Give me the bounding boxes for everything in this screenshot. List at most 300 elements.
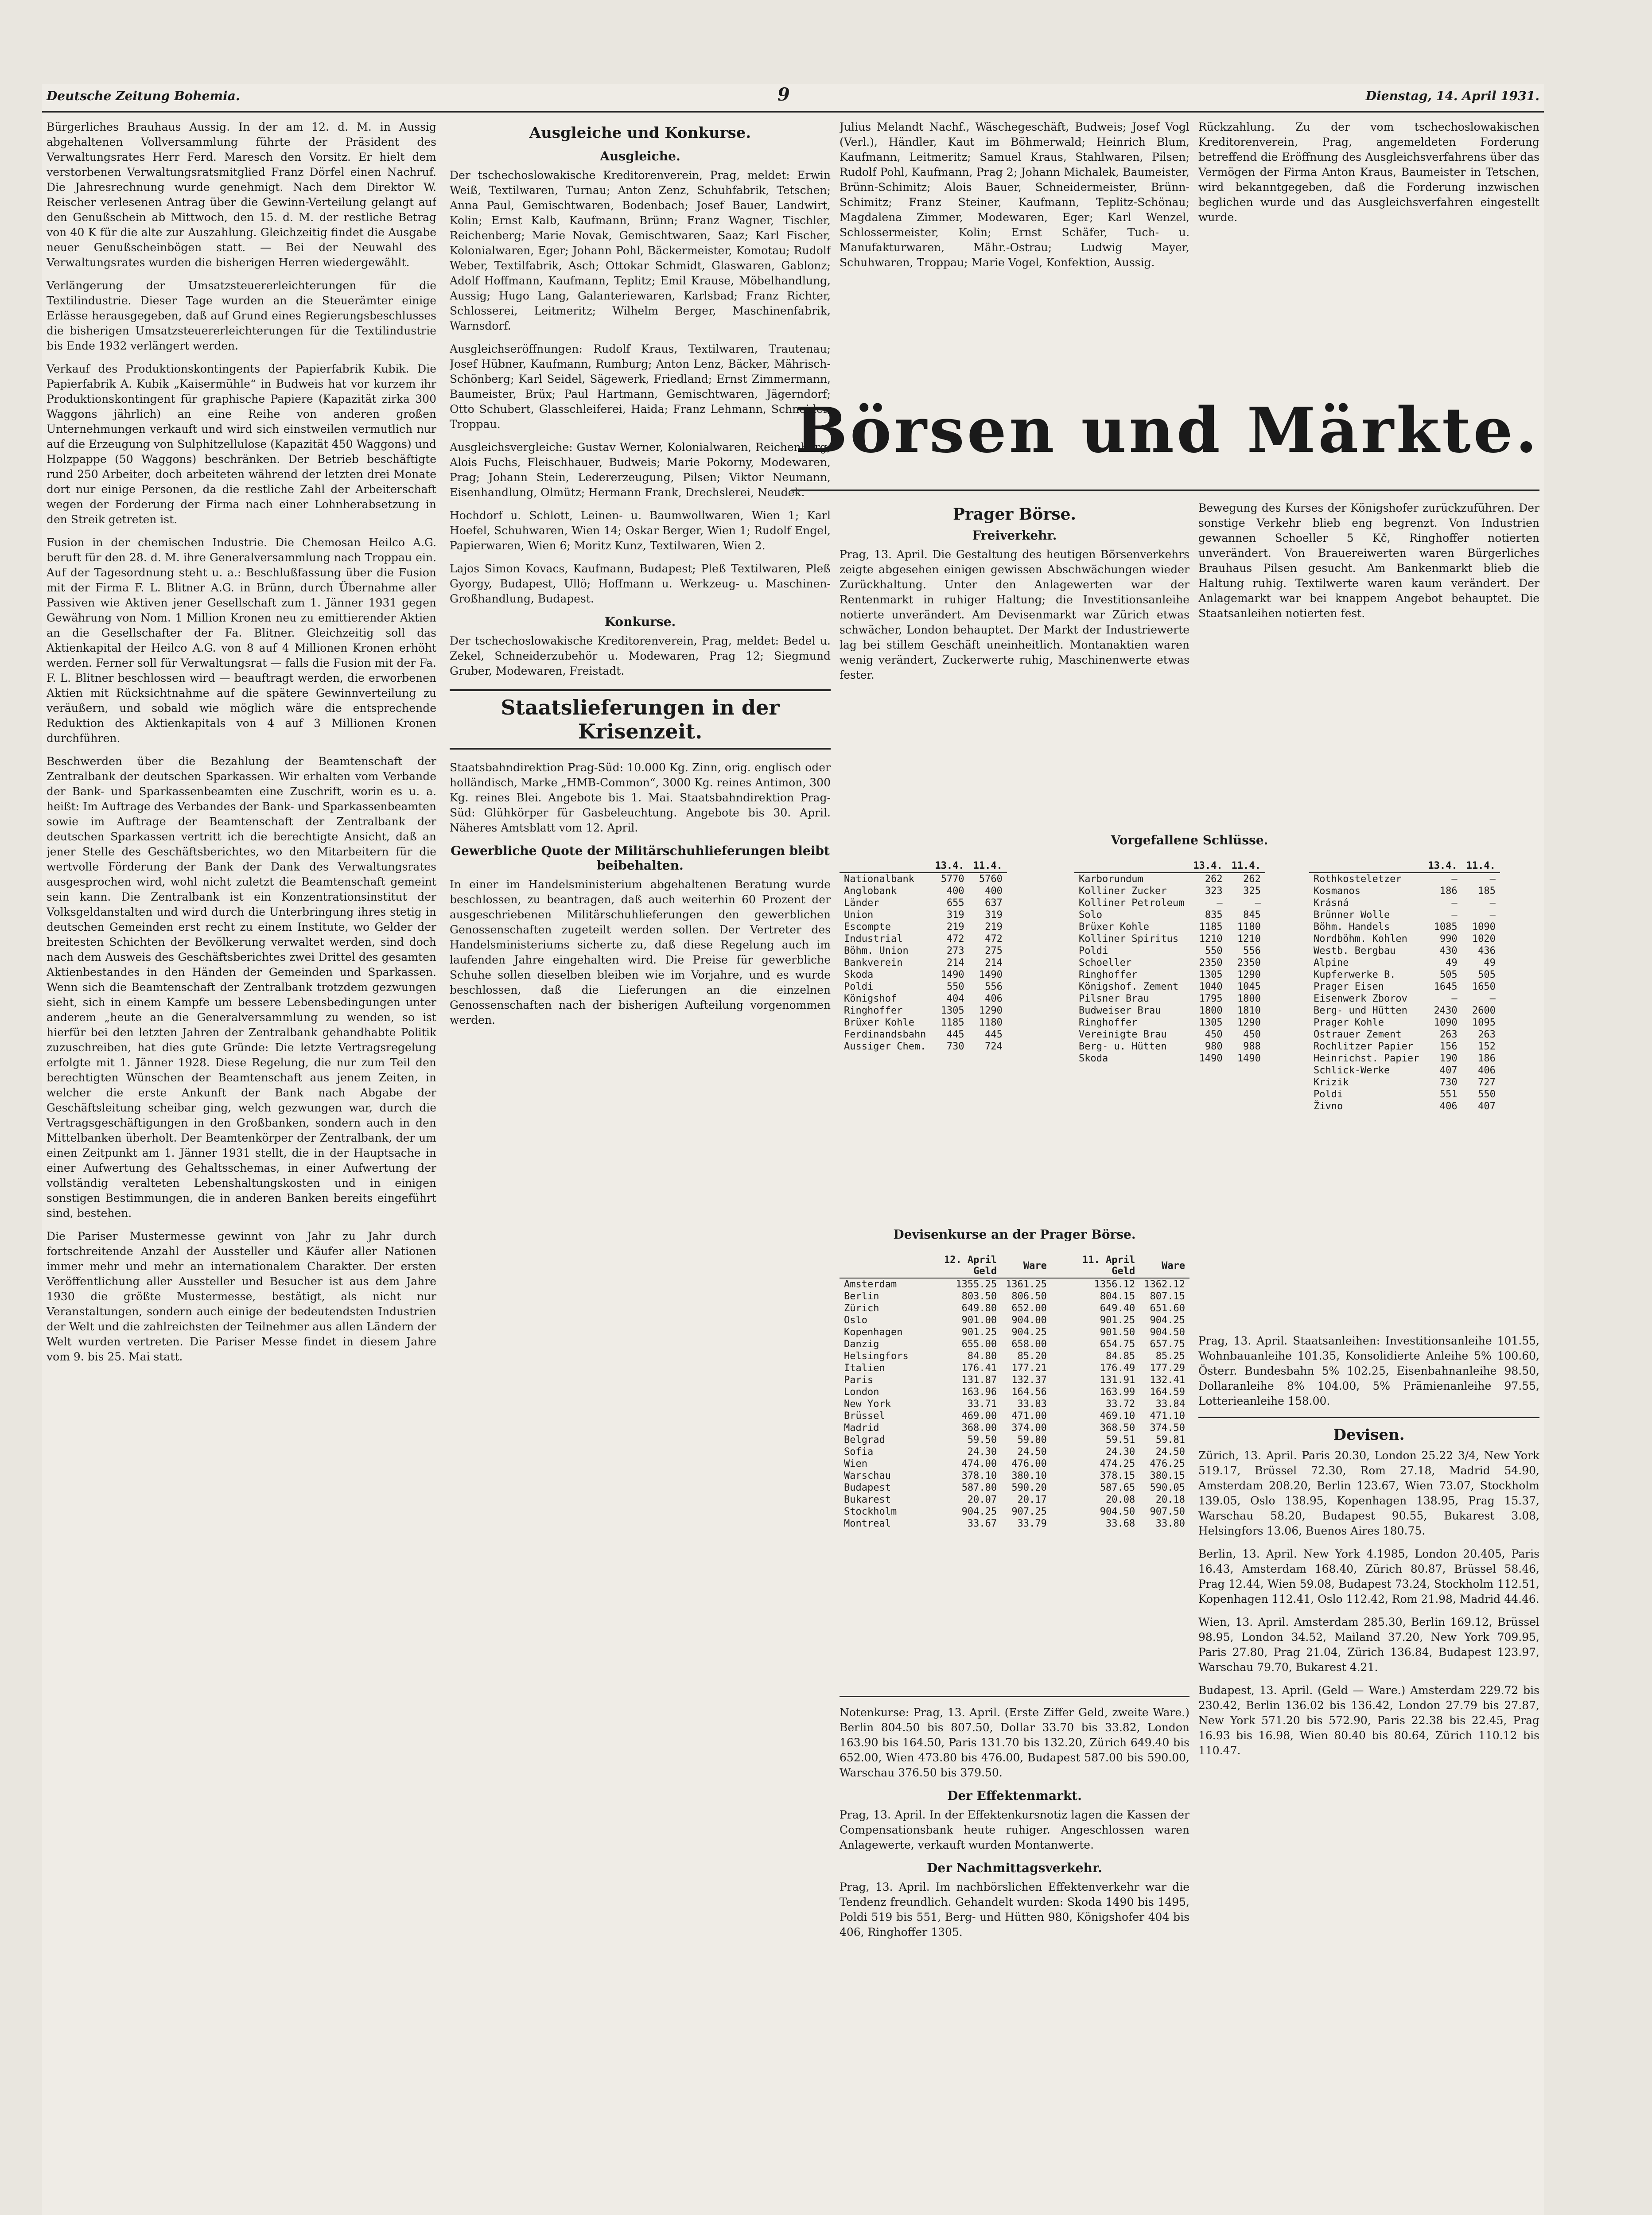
article: Der tschechoslowakische Kreditorenverein, Prag, meldet: Bedel u. Zekel, Schneiderzubehör u. Modewaren, Prag 12; Siegmund Gruber, Modewaren, Freistadt. [450, 634, 831, 677]
currency-table [840, 1254, 1189, 1530]
table-cell: 400 [985, 886, 1003, 897]
table-cell: 590.20 [1011, 1482, 1047, 1493]
subsection-title: Devisenkurse an der Prager Börse. [893, 1227, 1136, 1242]
table-cell: 1795 [1199, 993, 1223, 1004]
table-cell: 450 [1243, 1029, 1261, 1040]
table-row [1074, 1017, 1265, 1029]
table-cell: 637 [985, 898, 1003, 909]
table-row [1309, 945, 1500, 957]
table-row [840, 1374, 1189, 1386]
table-cell: 163.99 [1100, 1387, 1135, 1398]
table-cell: — [1489, 909, 1496, 921]
table-cell: 990 [1439, 933, 1458, 944]
table-cell: 20.07 [967, 1494, 997, 1505]
table-cell: 325 [1243, 886, 1261, 897]
table-cell: 807.15 [1150, 1291, 1185, 1302]
table-cell: Länder [844, 898, 879, 909]
table-row [1309, 1017, 1500, 1029]
article: Verlängerung der Umsatzsteuererleichterungen für die Textilindustrie. Dieser Tage wurden an die Steuerämter einige Erlässe herausgegeben, daß auf Grund eines Regierungsbeschlusses die bisherigen Umsatzsteuererleichterungen für die Textilindustrie bis Ende 1932 verlängert werden. [47, 279, 436, 352]
table-cell: Madrid [844, 1422, 879, 1434]
table-cell: 730 [1439, 1077, 1458, 1088]
table-cell: Aussiger Chem. [844, 1041, 926, 1052]
table-cell: 132.41 [1150, 1375, 1185, 1386]
table-cell: 1095 [1472, 1017, 1496, 1028]
table-cell: 2430 [1434, 1005, 1458, 1016]
table-row [840, 945, 1007, 957]
table-cell: 430 [1439, 945, 1458, 956]
table-cell: 5770 [941, 874, 964, 885]
column-1 [47, 120, 436, 2215]
table-cell: Berg- und Hütten [1314, 1005, 1407, 1016]
table-cell: 407 [1439, 1065, 1458, 1076]
table-row [1074, 933, 1265, 945]
table-cell: Italien [844, 1363, 885, 1374]
table-row [840, 1017, 1007, 1029]
table-cell: — [1489, 993, 1496, 1004]
article: Bürgerliches Brauhaus Aussig. In der am 12. d. M. in Aussig abgehaltenen Vollversammlung führte der Präsident des Verwaltungsrates Herr Ferd. Maresch den Vorsitz. Er hielt dem verstorbenen Verwaltungsratsmitglied Franz Dörfel einen Nachruf. Die Jahresrechnung wurde genehmigt. Nach dem Direktor W. Reischer verlesenen Antrag über die Gewinn-Verteilung gelangt auf den Genußschein ab Mittwoch, den 15. d. M. der restliche Betrag von 40 K für die alte zur Auszahlung. Gleichzeitig findet die Ausgabe neuer Genußscheinbögen statt. — Bei der Neuwahl des Verwaltungsrates wurden die bisherigen Herren wiedergewählt. [47, 120, 436, 269]
table-row [1309, 897, 1500, 909]
table-cell: Böhm. Union [844, 945, 909, 956]
table-cell: New York [844, 1399, 891, 1410]
table-cell: Poldi [1314, 1089, 1343, 1100]
subsection-title: Devisen. [1333, 1426, 1405, 1444]
table-cell: 2600 [1472, 1005, 1496, 1016]
column-header [1309, 859, 1423, 873]
table-cell: 24.30 [1106, 1446, 1135, 1457]
table-cell: 1180 [1237, 921, 1261, 933]
table-cell: 904.25 [961, 1506, 997, 1517]
table-cell: 131.87 [961, 1375, 997, 1386]
table-cell: — [1489, 898, 1496, 909]
table-cell: 724 [985, 1041, 1003, 1052]
table-row [840, 1005, 1007, 1017]
table-row [840, 1386, 1189, 1398]
table-cell: Budweiser Brau [1079, 1005, 1161, 1016]
article: Staatsbahndirektion Prag-Süd: 10.000 Kg. Zinn, orig. englisch oder holländisch, Marke „HMB-Common“, 3000 Kg. reines Antimon, 300 Kg. reines Blei. Angebote bis 1. Mai. Staatsbahndirektion Prag-Süd: Glühkörper für Gasbeleuchtung. Angebote bis 30. April. Näheres Amtsblatt vom 12. April. [450, 761, 831, 834]
table-row [840, 873, 1007, 885]
table-cell: Kosmanos [1314, 886, 1360, 897]
table-cell: 185 [1478, 886, 1496, 897]
table-cell: Westb. Bergbau [1314, 945, 1396, 956]
table-cell: Poldi [844, 981, 874, 992]
table-cell: 471.00 [1011, 1411, 1047, 1422]
table-cell: 214 [985, 957, 1003, 968]
table-cell: — [1489, 874, 1496, 885]
table-cell: 132.37 [1011, 1375, 1047, 1386]
issue-date: Dienstag, 14. April 1931. [1365, 89, 1539, 103]
table-cell: London [844, 1387, 879, 1398]
table-cell: 651.60 [1150, 1303, 1185, 1314]
table-row [1309, 1053, 1500, 1065]
table-cell: 33.71 [967, 1399, 997, 1410]
table-cell: 49 [1484, 957, 1496, 968]
table-cell: 1040 [1199, 981, 1223, 992]
table-cell: 2350 [1237, 957, 1261, 968]
table-cell: 380.15 [1150, 1470, 1185, 1481]
column-header: 13.4. [1423, 859, 1462, 873]
column-header: 13.4. [930, 859, 968, 873]
table-row [1309, 933, 1500, 945]
table-cell: 587.80 [961, 1482, 997, 1493]
article: Fusion in der chemischen Industrie. Die Chemosan Heilco A.G. beruft für den 28. d. M. ihre Generalversammlung nach Troppau ein. Auf der Tagesordnung steht u. a.: Beschlußfassung über die Fusion mit der Firma F. L. Blitner A.G. in Brünn, durch Übernahme aller Passiven wie Aktiven jener Gesellschaft zum 1. Jänner 1931 gegen Gewährung von Nom. 1 Million Kronen neu zu emittierender Aktien an die Gesellschafter der Fa. Blitner. Gleichzeitig soll das Aktienkapital der Heilco A.G. von 8 auf 4 Millionen Kronen erhöht werden. Ferner soll für Verwaltungsrat — falls die Fusion mit der Fa. F. L. Blitner beschlossen wird — beauftragt werden, die erworbenen Aktien mit Rücksichtnahme auf die spätere Gewinnverteilung zu veräußern, und sobald wie möglich wäre die entsprechende Reduktion des Aktienkapitals von 4 auf 3 Millionen Kronen durchführen. [47, 536, 436, 745]
article: Julius Melandt Nachf., Wäschegeschäft, Budweis; Josef Vogl (Verl.), Händler, Kaut im Böhmerwald; Heinrich Blum, Kaufmann, Leitmeritz; Samuel Kraus, Stahlwaren, Pilsen; Rudolf Pohl, Kaufmann, Prag 2; Johann Michalek, Baumeister, Brünn-Schimitz; Alois Bauer, Schneidermeister, Brünn-Schimitz; Franz Steiner, Kaufmann, Teplitz-Schönau; Magdalena Zimmer, Modewaren, Eger; Karl Wenzel, Schlossermeister, Kolin; Ernst Schäfer, Tuch- u. Manufakturwaren, Mähr.-Ostrau; Ludwig Mayer, Schuhwaren, Troppau; Marie Vogel, Konfektion, Aussig. [840, 120, 1189, 269]
table-cell: 1085 [1434, 921, 1458, 933]
column-header [1074, 859, 1189, 873]
table-cell: 263 [1478, 1029, 1496, 1040]
table-cell: 658.00 [1011, 1339, 1047, 1350]
table-cell: 84.80 [967, 1351, 997, 1362]
table-cell: — [1451, 874, 1458, 885]
table-cell: 186 [1439, 886, 1458, 897]
table-cell: 176.49 [1100, 1363, 1135, 1374]
table-row [1074, 993, 1265, 1005]
masthead: Deutsche Zeitung Bohemia. [47, 89, 240, 103]
subsection-title: Der Nachmittagsverkehr. [927, 1861, 1102, 1875]
table-row [1074, 885, 1265, 897]
table-row [1309, 1029, 1500, 1041]
table-row [840, 1410, 1189, 1422]
table-cell: 177.29 [1150, 1363, 1185, 1374]
table-cell: 436 [1478, 945, 1496, 956]
table-cell: 49 [1446, 957, 1458, 968]
schluss-table-2 [1074, 859, 1305, 1065]
table-row [1074, 909, 1265, 921]
table-cell: 980 [1205, 1041, 1223, 1052]
table-cell: Krizik [1314, 1077, 1349, 1088]
table-cell: Brüssel [844, 1411, 885, 1422]
table-cell: — [1255, 898, 1261, 909]
table-cell: Pilsner Brau [1079, 993, 1149, 1004]
markets-right [1198, 501, 1539, 820]
table-cell: 901.00 [961, 1315, 997, 1326]
table-cell: 901.25 [961, 1327, 997, 1338]
table-cell: 1490 [1237, 1053, 1261, 1064]
table-cell: Industrial [844, 933, 903, 944]
table-row [1309, 1041, 1500, 1053]
devisen-header [840, 1223, 1189, 1249]
table-cell: 1355.25 [956, 1279, 997, 1290]
table-cell: Stockholm [844, 1506, 897, 1517]
table-row [1074, 957, 1265, 969]
table-cell: Zürich [844, 1303, 879, 1314]
table-cell: 59.80 [1017, 1434, 1047, 1446]
table-row [840, 897, 1007, 909]
table-cell: 649.40 [1100, 1303, 1135, 1314]
article: Bewegung des Kurses der Königshofer zurückzuführen. Der sonstige Verkehr blieb eng begrenzt. Von Industrien gewannen Schoeller 5 Kč, Ringhoffer notierten unverändert. Von Brauereiwerten waren Bürgerliches Brauhaus Pilsen gesucht. Am Bankenmarkt blieb die Haltung ruhig. Textilwerte waren kaum verändert. Der Anlagemarkt war bei knappem Angebot behauptet. Die Staatsanleihen notierten fest. [1198, 501, 1539, 620]
column-header: 11.4. [969, 859, 1007, 873]
table-cell: 904.50 [1150, 1327, 1185, 1338]
table-row [1074, 1041, 1265, 1053]
table-cell: 803.50 [961, 1291, 997, 1302]
table-row [840, 921, 1007, 933]
article: Der tschechoslowakische Kreditorenverein, Prag, meldet: Erwin Weiß, Textilwaren, Turnau; Anton Zenz, Schuhfabrik, Tetschen; Anna Paul, Gemischtwaren, Bodenbach; Josef Bauer, Landwirt, Kolin; Ernst Kalb, Kaufmann, Brünn; Franz Wagner, Tischler, Reichenberg; Marie Novak, Gemischtwaren, Saaz; Karl Fischer, Kolonialwaren, Eger; Johann Pohl, Bäckermeister, Komotau; Rudolf Weber, Textilfabrik, Asch; Ottokar Schmidt, Glaswaren, Gablonz; Adolf Hoffmann, Kaufmann, Teplitz; Emil Krause, Möbelhandlung, Aussig; Hugo Lang, Galanteriewaren, Karlsbad; Franz Richter, Schlosserei, Leitmeritz; Wilhelm Berger, Maschinenfabrik, Warnsdorf. [450, 169, 831, 332]
table-cell: 474.25 [1100, 1458, 1135, 1469]
article: In einer im Handelsministerium abgehaltenen Beratung wurde beschlossen, zu beantragen, daß auch weiterhin 60 Prozent der ausgeschriebenen Militärschuhlieferungen den gewerblichen Genossenschaften zugeteilt werden sollen. Der Vertreter des Handelsministeriums sicherte zu, daß diese Regelung auch im laufenden Jahre eingehalten wird. Die Preise für gewerbliche Schuhe sollen dieselben bleiben wie im Vorjahre, und es wurde beschlossen, daß die Lieferungen an die einzelnen Genossenschaften nach der bisherigen Aufteilung vorgenommen werden. [450, 878, 831, 1026]
table-cell: 556 [985, 981, 1003, 992]
table-cell: 380.10 [1011, 1470, 1047, 1481]
table-cell: 907.25 [1011, 1506, 1047, 1517]
table-row [840, 1302, 1189, 1314]
table-cell: 904.25 [1011, 1327, 1047, 1338]
table-cell: 262 [1205, 874, 1223, 885]
markets-lower-right [1198, 1333, 1539, 2215]
table-cell: 59.50 [967, 1434, 997, 1446]
column-header [840, 1254, 913, 1278]
article: Lajos Simon Kovacs, Kaufmann, Budapest; Pleß Textilwaren, Pleß Gyorgy, Budapest, Ullö; Hoffmann u. Werkzeug- u. Maschinen-Großhandlung, Budapest. [450, 562, 831, 605]
table-cell: 85.20 [1017, 1351, 1047, 1362]
table-row [840, 1518, 1189, 1530]
table-cell: Kupferwerke B. [1314, 969, 1396, 980]
table-cell: Berlin [844, 1291, 879, 1302]
table-cell: Eisenwerk Zborov [1314, 993, 1407, 1004]
table-cell: 655 [946, 898, 964, 909]
article: Verkauf des Produktionskontingents der Papierfabrik Kubik. Die Papierfabrik A. Kubik „Kaisermühle“ in Budweis hat vor kurzem ihr Produktionskontingent für graphische Papiere (Kapazität zirka 300 Waggons jährlich) an eine Reihe von anderen großen Unternehmungen verkauft und wird sich einstweilen vermutlich nur auf die Erzeugung von Sulphitzellulose (Kapazität 450 Waggons) und Holzpappe (50 Waggons) beschränken. Der Betrieb beschäftigte rund 250 Arbeiter, doch arbeiteten während der letzten drei Monate dort nur einige Personen, da die restliche Zahl der Arbeiterschaft wegen der Forderung der Firma nach einer Lohnherabsetzung in den Streik getreten ist. [47, 362, 436, 526]
markets-left [840, 501, 1189, 820]
table-cell: 407 [1478, 1101, 1496, 1112]
table-cell: Schlick-Werke [1314, 1065, 1390, 1076]
table-cell: — [1451, 993, 1458, 1004]
table-cell: 262 [1243, 874, 1261, 885]
table-row [840, 1494, 1189, 1506]
table-row [1074, 1053, 1265, 1065]
table-row [1309, 1065, 1500, 1076]
article: Die Pariser Mustermesse gewinnt von Jahr zu Jahr durch fortschreitende Anzahl der Aussteller und Käufer aller Nationen immer mehr und mehr an internationalem Charakter. Der ersten Veröffentlichung aller Aussteller und Besucher ist aus dem Jahre 1930 die größte Mustermesse, bestätigt, als nicht nur Veranstaltungen, sondern auch einige der bedeutendsten Industrien der Welt und die zahlreichsten der Teilnehmer aus allen Ländern der Welt wurden vertreten. Die Pariser Messe findet in diesem Jahre vom 9. bis 25. Mai statt. [47, 1230, 436, 1363]
table-cell: 556 [1243, 945, 1261, 956]
table-cell: 24.30 [967, 1446, 997, 1457]
table-cell: 59.51 [1106, 1434, 1135, 1446]
table-row [840, 1506, 1189, 1518]
table-cell: Solo [1079, 909, 1102, 921]
table-cell: Schoeller [1079, 957, 1132, 968]
table-cell: 904.00 [1011, 1315, 1047, 1326]
table-cell: Prager Kohle [1314, 1017, 1384, 1028]
column-header: 11. April Geld [1051, 1254, 1139, 1278]
table-cell: 445 [946, 1029, 964, 1040]
table-cell: Skoda [1079, 1053, 1108, 1064]
page-number: 9 [777, 84, 790, 105]
table-row [840, 969, 1007, 981]
table-cell: 845 [1243, 909, 1261, 921]
table-row [1309, 1005, 1500, 1017]
table-cell: Budapest [844, 1482, 891, 1493]
table-cell: 1362.12 [1144, 1279, 1185, 1290]
table-cell: Kolliner Zucker [1079, 886, 1167, 897]
table-cell: Danzig [844, 1339, 879, 1350]
table-cell: Ringhoffer [1079, 1017, 1138, 1028]
table-cell: 901.25 [1100, 1315, 1135, 1326]
table-cell: Kolliner Spiritus [1079, 933, 1179, 944]
table-cell: 835 [1205, 909, 1223, 921]
subsection-title: Gewerbliche Quote der Militärschuhlieferungen bleibt beibehalten. [451, 843, 830, 873]
table-row [1309, 1088, 1500, 1100]
table-cell: 374.50 [1150, 1422, 1185, 1434]
subsection-title: Freiverkehr. [972, 528, 1057, 543]
table-cell: 1290 [979, 1005, 1003, 1016]
table-row [1074, 945, 1265, 957]
table-row [840, 1362, 1189, 1374]
table-cell: 505 [1439, 969, 1458, 980]
table-cell: 1210 [1199, 933, 1223, 944]
table-cell: 406 [1478, 1065, 1496, 1076]
column-header: Ware [1001, 1254, 1051, 1278]
table-row [1309, 921, 1500, 933]
table-row [840, 1278, 1189, 1290]
table-cell: Živno [1314, 1101, 1343, 1112]
table-cell: 904.50 [1100, 1506, 1135, 1517]
table-row [840, 1470, 1189, 1482]
table-cell: 163.96 [961, 1387, 997, 1398]
column-header: Ware [1139, 1254, 1189, 1278]
table-cell: 1305 [1199, 1017, 1223, 1028]
table-cell: 319 [985, 909, 1003, 921]
table-cell: 156 [1439, 1041, 1458, 1052]
schluesse-header [840, 828, 1539, 855]
table-row [840, 1398, 1189, 1410]
table-cell: 190 [1439, 1053, 1458, 1064]
table-cell: 33.84 [1155, 1399, 1185, 1410]
table-cell: 164.59 [1150, 1387, 1185, 1398]
table-cell: 33.80 [1155, 1518, 1185, 1529]
table-cell: 275 [985, 945, 1003, 956]
table-cell: Heinrichst. Papier [1314, 1053, 1419, 1064]
table-row [1074, 969, 1265, 981]
table-cell: 471.10 [1150, 1411, 1185, 1422]
table-cell: Ostrauer Zement [1314, 1029, 1402, 1040]
table-cell: 730 [946, 1041, 964, 1052]
table-cell: Skoda [844, 969, 874, 980]
section-title-staatslieferungen: Staatslieferungen in der Krisenzeit. [450, 689, 831, 750]
table-cell: Berg- u. Hütten [1079, 1041, 1167, 1052]
table-cell: Escompte [844, 921, 891, 933]
markets-title: Börsen und Märkte. [795, 394, 1540, 467]
table-row [1309, 969, 1500, 981]
table-cell: 1090 [1434, 1017, 1458, 1028]
table-cell: Alpine [1314, 957, 1349, 968]
table-cell: Rothkosteletzer [1314, 874, 1402, 885]
table-cell: 657.75 [1150, 1339, 1185, 1350]
column-header: 12. April Geld [913, 1254, 1001, 1278]
table-cell: 1361.25 [1006, 1279, 1047, 1290]
table-row [1074, 1029, 1265, 1041]
table-cell: 1490 [979, 969, 1003, 980]
table-row [840, 1446, 1189, 1458]
table-cell: 1800 [1199, 1005, 1223, 1016]
table-cell: Karborundum [1079, 874, 1143, 885]
table-row [840, 1482, 1189, 1494]
table-cell: 901.50 [1100, 1327, 1135, 1338]
column-header: 13.4. [1189, 859, 1227, 873]
table-row [1309, 957, 1500, 969]
table-cell: 5760 [979, 874, 1003, 885]
table-cell: Brünner Wolle [1314, 909, 1390, 921]
table-cell: 59.81 [1155, 1434, 1185, 1446]
table-row [1309, 909, 1500, 921]
table-cell: Montreal [844, 1518, 891, 1529]
quotes-table [840, 859, 1007, 1053]
table-cell: 904.25 [1150, 1315, 1185, 1326]
table-cell: 550 [1478, 1089, 1496, 1100]
divider [840, 1696, 1189, 1697]
article: Prag, 13. April. In der Effektenkursnotiz lagen die Kassen der Compensationsbank heute ruhiger. Angeschlossen waren Anlagewerte, verkauft wurden Montanwerte. [840, 1808, 1189, 1851]
table-cell: Kopenhagen [844, 1327, 903, 1338]
table-cell: Warschau [844, 1470, 891, 1481]
table-cell: 806.50 [1011, 1291, 1047, 1302]
table-row [840, 909, 1007, 921]
column-header: 11.4. [1462, 859, 1500, 873]
table-row [840, 1041, 1007, 1053]
article: Prag, 13. April. Im nachbörslichen Effektenverkehr war die Tendenz freundlich. Gehandelt wurden: Skoda 1490 bis 1495, Poldi 519 bis 551, Berg- und Hütten 980, Königshofer 404 bis 406, Ringhoffer 1305. [840, 1881, 1189, 1939]
subsection-title: Vorgefallene Schlüsse. [1111, 833, 1268, 847]
table-cell: 20.08 [1106, 1494, 1135, 1505]
table-row [840, 957, 1007, 969]
table-cell: 1650 [1472, 981, 1496, 992]
table-row [840, 1029, 1007, 1041]
table-cell: Ringhoffer [844, 1005, 903, 1016]
divider [791, 490, 1539, 491]
article: Beschwerden über die Bezahlung der Beamtenschaft der Zentralbank der deutschen Sparkassen. Wir erhalten vom Verbande der Bank- und Sparkassenbeamten eine Zuschrift, worin es u. a. heißt: Im Auftrage des Verbandes der Bank- und Sparkassenbeamten sowie im Auftrage der Beamtenschaft der Zentralbank der deutschen Sparkassen vertritt ich die berechtigte Ansicht, daß an jener Stelle des Geschäftsberichtes, wo den Mitarbeitern für die wertvolle Förderung der Bank der Dank des Verwaltungsrates ausgesprochen wird, wohl nicht zuletzt die Beamtenschaft gemeint sein kann. Die Zentralbank ist ein Konzentrationsinstitut der Volksgeldanstalten und wird durch die Unterbringung ihres stetig in deutschen Gemeinden erst recht zu einem Institute, wo Gelder der breitesten Schichten der Bevölkerung verwaltet werden, sind doch nach dem Ausweis des Geschäftsberichtes zwei Drittel des gesamten Aktienbestandes in den Händen der Gemeinden und Sparkassen. Wenn sich die Beamtenschaft der Zentralbank trotzdem gezwungen sieht, sich in einem Kampfe um bessere Lebensbedingungen unter anderem „heute an die Generalversammlung zu wenden, so ist hierfür bei den letzten Jahren der Zentralbank gehandhabte Politik zuzuschreiben, hat dies gute Gründe: Die letzte Vertragsregelung erfolgte mit 1. Jänner 1928. Diese Regelung, die nur zum Teil den berechtigten Wünschen der Beamtenschaft aus jenem Zeiten, in welcher die erste Ankunft der Bank nach Abgabe der Geschäftsleitung scheibar ging, welch gezwungen war, durch die Vertragsgeschäftigungen in den Großbanken, sondern auch in den Mittelbanken überholt. Der Beamtenkörper der Zentralbank, der um einen Zeitpunkt am 1. Jänner 1931 stellt, die in der Hauptsache in einer Aufwertung des Gehaltsschemas, in einer Aufwertung der vollständig veralteten Lebenshaltungskosten und in einigen sonstigen Bestimmungen, die in anderen Banken bereits eingeführt sind, bestehen. [47, 755, 436, 1220]
table-cell: 176.41 [961, 1363, 997, 1374]
table-row [840, 1338, 1189, 1350]
table-cell: 406 [985, 993, 1003, 1004]
table-row [1074, 1005, 1265, 1017]
divider [1198, 1417, 1539, 1418]
table-cell: 1490 [1199, 1053, 1223, 1064]
article: Rückzahlung. Zu der vom tschechoslowakischen Kreditorenverein, Prag, angemeldeten Forderung betreffend die Eröffnung des Ausgleichsverfahrens über das Vermögen der Firma Anton Kraus, Baumeister in Tetschen, wird bekanntgegeben, daß die Forderung inzwischen beglichen wurde und das Ausgleichsverfahren eingestellt wurde. [1198, 120, 1539, 224]
table-cell: 652.00 [1011, 1303, 1047, 1314]
table-cell: 378.10 [961, 1470, 997, 1481]
table-cell: Rochlitzer Papier [1314, 1041, 1414, 1052]
table-cell: 1356.12 [1094, 1279, 1135, 1290]
table-cell: 85.25 [1155, 1351, 1185, 1362]
table-cell: 33.72 [1106, 1399, 1135, 1410]
table-cell: 1645 [1434, 981, 1458, 992]
table-row [1309, 873, 1500, 885]
table-cell: 1305 [1199, 969, 1223, 980]
table-cell: 1045 [1237, 981, 1261, 992]
table-cell: 404 [946, 993, 964, 1004]
section-title-ausgleiche: Ausgleiche und Konkurse. [529, 124, 751, 142]
table-cell: 33.67 [967, 1518, 997, 1529]
table-cell: 1800 [1237, 993, 1261, 1004]
table-cell: 131.91 [1100, 1375, 1135, 1386]
table-cell: 219 [985, 921, 1003, 933]
table-row [1074, 897, 1265, 909]
table-cell: Krásná [1314, 898, 1349, 909]
table-cell: 1185 [941, 1017, 964, 1028]
table-cell: 1020 [1472, 933, 1496, 944]
column-header [840, 859, 930, 873]
table-cell: Ringhoffer [1079, 969, 1138, 980]
table-cell: 476.25 [1150, 1458, 1185, 1469]
table-cell: Brüxer Kohle [1079, 921, 1149, 933]
table-cell: 263 [1439, 1029, 1458, 1040]
markets-lower-left [840, 1688, 1189, 2215]
table-cell: 24.50 [1017, 1446, 1047, 1457]
table-cell: 988 [1243, 1041, 1261, 1052]
article: Ausgleichsvergleiche: Gustav Werner, Kolonialwaren, Reichenberg; Alois Fuchs, Fleischhauer, Budweis; Marie Pokorny, Modewaren, Prag; Johann Stein, Ledererzeugung, Pilsen; Viktor Neumann, Eisenhandlung, Olmütz; Hermann Frank, Drechslerei, Neudek. [450, 441, 831, 499]
table-cell: 177.21 [1011, 1363, 1047, 1374]
table-cell: 587.65 [1100, 1482, 1135, 1493]
table-cell: 551 [1439, 1089, 1458, 1100]
table-row [1309, 885, 1500, 897]
table-cell: 1210 [1237, 933, 1261, 944]
column-2 [450, 120, 831, 2215]
table-cell: Amsterdam [844, 1279, 897, 1290]
table-cell: 1290 [1237, 969, 1261, 980]
table-row [1309, 1100, 1500, 1112]
article: Ausgleichseröffnungen: Rudolf Kraus, Textilwaren, Trautenau; Josef Hübner, Kaufmann, Rumburg; Anton Lenz, Bäcker, Mährisch-Schönberg; Karl Seidel, Sägewerk, Friedland; Ernst Zimmermann, Baumeister, Brüx; Paul Hartmann, Gemischtwaren, Jägerndorf; Otto Schubert, Glasschleiferei, Haida; Franz Lehmann, Schneider, Troppau. [450, 342, 831, 431]
table-row [840, 1326, 1189, 1338]
